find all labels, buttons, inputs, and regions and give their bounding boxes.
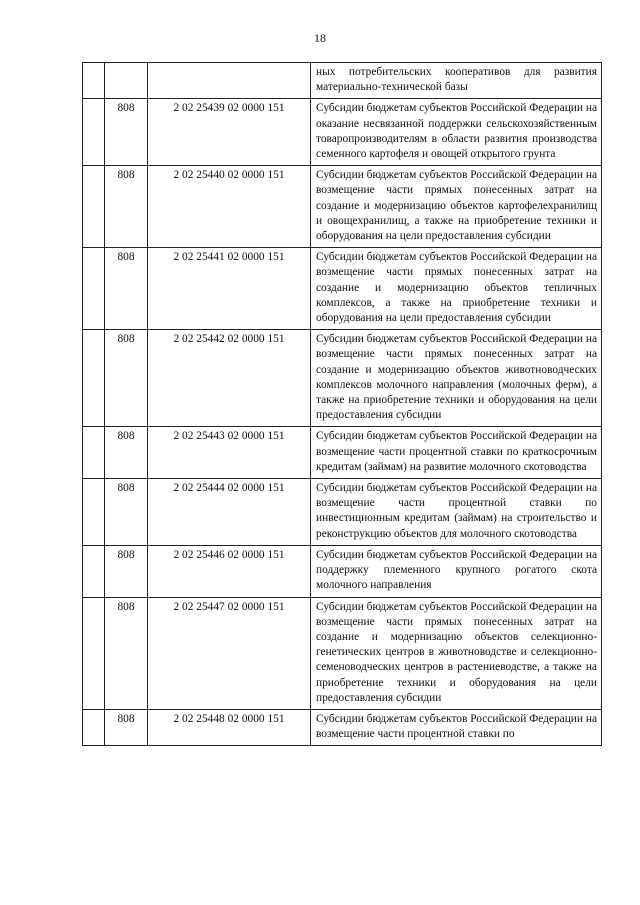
description-cell: Субсидии бюджетам субъектов Российской Федерации на возмещение части прямых понесенных затрат на создание и модернизацию объектов тепличных комплексов, а также на приобретение техники и оборудования на цели предоставления субсидии <box>311 248 602 330</box>
budget-code-cell: 2 02 25442 02 0000 151 <box>148 330 311 427</box>
budget-code-cell: 2 02 25441 02 0000 151 <box>148 248 311 330</box>
description-cell: Субсидии бюджетам субъектов Российской Федерации на возмещение части прямых понесенных затрат на создание и модернизацию объектов селекционно-генетических центров в животноводстве и селекционно-семеноводческих центров в растениеводстве, а также на приобретение техники и оборудования на цели предоставления субсидии <box>311 597 602 709</box>
table-row <box>83 545 602 597</box>
admin-code-cell: 808 <box>105 709 148 745</box>
budget-code-cell: 2 02 25443 02 0000 151 <box>148 427 311 479</box>
description-cell: Субсидии бюджетам субъектов Российской Федерации на оказание несвязанной поддержки сельскохозяйственным товаропроизводителям в области развития производства семенного картофеля и овощей открытого грунта <box>311 99 602 166</box>
budget-code-cell: 2 02 25446 02 0000 151 <box>148 545 311 597</box>
budget-code-cell: 2 02 25448 02 0000 151 <box>148 709 311 745</box>
table-row <box>83 479 602 546</box>
budget-codes-table <box>82 62 602 746</box>
table-row <box>83 427 602 479</box>
description-cell: Субсидии бюджетам субъектов Российской Федерации на возмещение части прямых понесенных затрат на создание и модернизацию объектов картофелехранилищ и овощехранилищ, а также на приобретение техники и оборудования на цели предоставления субсидии <box>311 166 602 248</box>
budget-code-cell: 2 02 25440 02 0000 151 <box>148 166 311 248</box>
admin-code-cell: 808 <box>105 427 148 479</box>
row-number-cell <box>83 479 105 546</box>
description-cell: Субсидии бюджетам субъектов Российской Федерации на возмещение части процентной ставки по краткосрочным кредитам (займам) на развитие молочного скотоводства <box>311 427 602 479</box>
row-number-cell <box>83 63 105 99</box>
admin-code-cell: 808 <box>105 545 148 597</box>
admin-code-cell: 808 <box>105 99 148 166</box>
admin-code-cell: 808 <box>105 248 148 330</box>
description-cell: Субсидии бюджетам субъектов Российской Федерации на поддержку племенного крупного рогатого скота молочного направления <box>311 545 602 597</box>
description-cell: Субсидии бюджетам субъектов Российской Федерации на возмещение части прямых понесенных затрат на создание и модернизацию объектов животноводческих комплексов молочного направления (молочных ферм), а также на приобретение техники и оборудования на цели предоставления субсидии <box>311 330 602 427</box>
admin-code-cell: 808 <box>105 597 148 709</box>
description-cell: ных потребительских кооперативов для развития материально-технической базы <box>311 63 602 99</box>
row-number-cell <box>83 166 105 248</box>
row-number-cell <box>83 545 105 597</box>
budget-code-cell: 2 02 25447 02 0000 151 <box>148 597 311 709</box>
table-row <box>83 597 602 709</box>
table-row <box>83 248 602 330</box>
row-number-cell <box>83 248 105 330</box>
page-number: 18 <box>314 31 326 45</box>
budget-code-cell: 2 02 25444 02 0000 151 <box>148 479 311 546</box>
admin-code-cell: 808 <box>105 479 148 546</box>
admin-code-cell <box>105 63 148 99</box>
table-row <box>83 63 602 99</box>
table-row <box>83 166 602 248</box>
budget-code-cell <box>148 63 311 99</box>
row-number-cell <box>83 597 105 709</box>
admin-code-cell: 808 <box>105 166 148 248</box>
budget-code-cell: 2 02 25439 02 0000 151 <box>148 99 311 166</box>
row-number-cell <box>83 427 105 479</box>
description-cell: Субсидии бюджетам субъектов Российской Федерации на возмещение части процентной ставки по <box>311 709 602 745</box>
row-number-cell <box>83 99 105 166</box>
row-number-cell <box>83 330 105 427</box>
table-row <box>83 99 602 166</box>
description-cell: Субсидии бюджетам субъектов Российской Федерации на возмещение части процентной ставки по инвестиционным кредитам (займам) на строительство и реконструкцию объектов для молочного скотоводства <box>311 479 602 546</box>
admin-code-cell: 808 <box>105 330 148 427</box>
table-row <box>83 330 602 427</box>
table-row <box>83 709 602 745</box>
row-number-cell <box>83 709 105 745</box>
